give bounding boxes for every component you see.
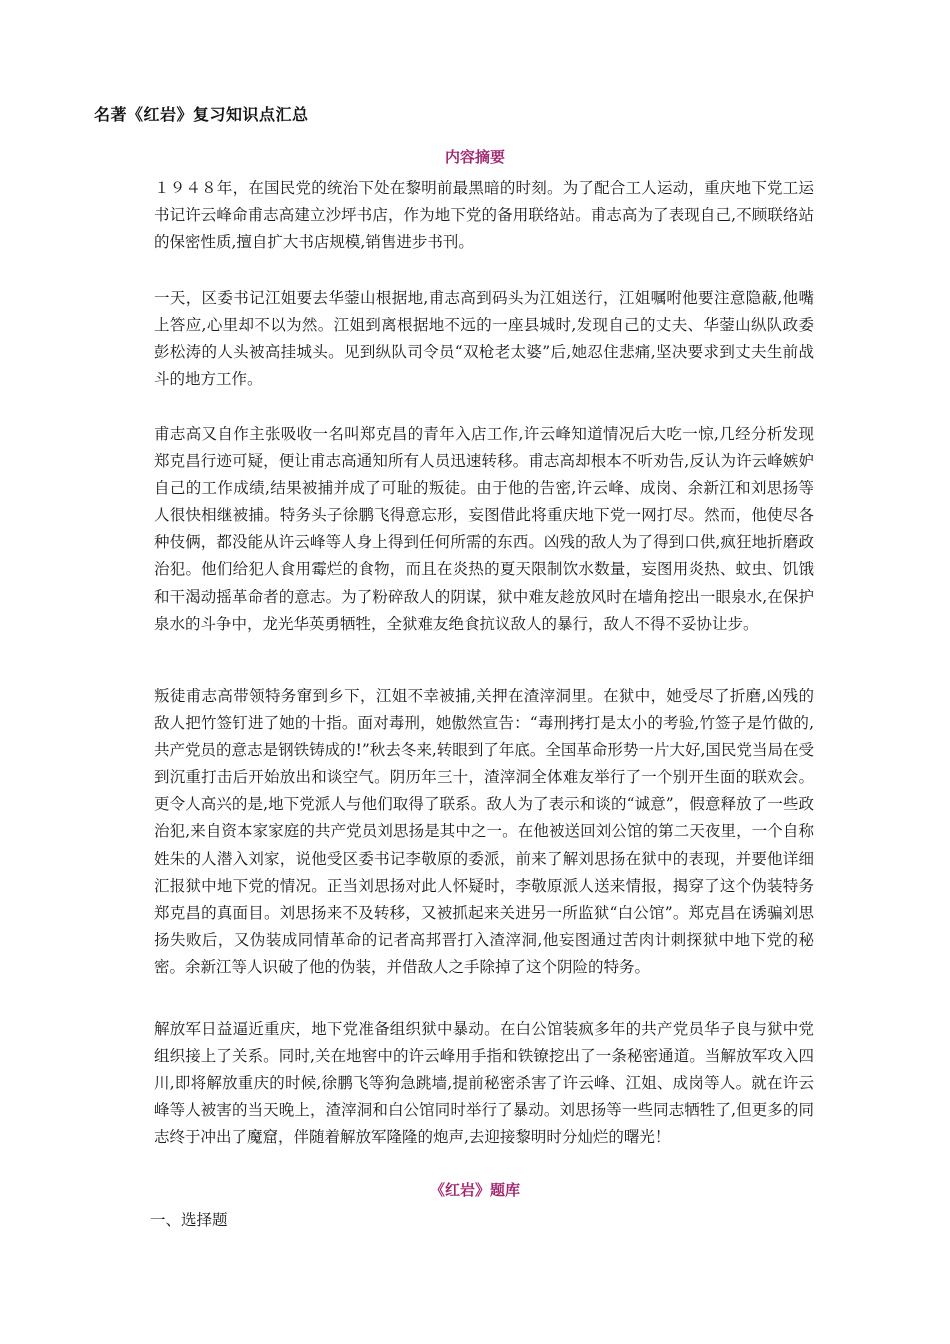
multiple-choice-section-label: 一、选择题 xyxy=(150,1211,228,1229)
summary-paragraph-2: 一天，区委书记江姐要去华蓥山根据地,甫志高到码头为江姐送行，江姐嘱咐他要注意隐蔽,他嘴上答应,心里却不以为然。江姐到离根据地不远的一座县城时,发现自己的丈夫、华蓥山纵队政委彭松涛的人头被高挂城头。见到纵队司令员“双枪老太婆”后,她忍住悲痛,坚决要求到丈夫生前战斗的地方工作。 xyxy=(154,289,814,389)
summary-heading: 内容摘要 xyxy=(444,148,505,166)
document-title: 名著《红岩》复习知识点汇总 xyxy=(94,105,309,124)
summary-paragraph-5: 解放军日益逼近重庆，地下党准备组织狱中暴动。在白公馆装疯多年的共产党员华子良与狱中党组织接上了关系。同时,关在地窖中的许云峰用手指和铁镣挖出了一条秘密通道。当解放军攻入四川,即将解放重庆的时候,徐鹏飞等狗急跳墙,提前秘密杀害了许云峰、江姐、成岗等人。就在许云峰等人被害的当天晚上，渣滓洞和白公馆同时举行了暴动。刘思扬等一些同志牺牲了,但更多的同志终于冲出了魔窟，伴随着解放军隆隆的炮声,去迎接黎明时分灿烂的曙光！ xyxy=(154,1020,814,1147)
summary-paragraph-3: 甫志高又自作主张吸收一名叫郑克昌的青年入店工作,许云峰知道情况后大吃一惊,几经分析发现郑克昌行迹可疑，便让甫志高通知所有人员迅速转移。甫志高却根本不听劝告,反认为许云峰嫉妒自己的工作成绩,结果被捕并成了可耻的叛徒。由于他的告密,许云峰、成岗、余新江和刘思扬等人很快相继被捕。特务头子徐鹏飞得意忘形，妄图借此将重庆地下党一网打尽。然而，他使尽各种伎俩，都没能从许云峰等人身上得到任何所需的东西。凶残的敌人为了得到口供,疯狂地折磨政治犯。他们给犯人食用霉烂的食物，而且在炎热的夏天限制饮水数量，妄图用炎热、蚊虫、饥饿和干渴动摇革命者的意志。为了粉碎敌人的阴谋，狱中难友趁放风时在墙角挖出一眼泉水,在保护泉水的斗争中，龙光华英勇牺牲，全狱难友绝食抗议敌人的暴行，敌人不得不妥协让步。 xyxy=(154,425,814,633)
question-bank-heading: 《红岩》题库 xyxy=(429,1181,520,1199)
summary-paragraph-1: １９４８年，在国民党的统治下处在黎明前最黑暗的时刻。为了配合工人运动，重庆地下党工运书记许云峰命甫志高建立沙坪书店，作为地下党的备用联络站。甫志高为了表现自己,不顾联络站的保密性质,擅自扩大书店规模,销售进步书刊。 xyxy=(154,179,814,252)
summary-paragraph-4: 叛徒甫志高带领特务窜到乡下，江姐不幸被捕,关押在渣滓洞里。在狱中，她受尽了折磨,凶残的敌人把竹签钉进了她的十指。面对毒刑，她傲然宣告：“毒刑拷打是太小的考验,竹签子是竹做的,共产党员的意志是钢铁铸成的!”秋去冬来,转眼到了年底。全国革命形势一片大好,国民党当局在受到沉重打击后开始放出和谈空气。阴历年三十，渣滓洞全体难友举行了一个别开生面的联欢会。更令人高兴的是,地下党派人与他们取得了联系。敌人为了表示和谈的“诚意”，假意释放了一些政治犯,来自资本家家庭的共产党员刘思扬是其中之一。在他被送回刘公馆的第二天夜里，一个自称姓朱的人潜入刘家，说他受区委书记李敬原的委派，前来了解刘思扬在狱中的表现，并要他详细汇报狱中地下党的情况。正当刘思扬对此人怀疑时，李敬原派人送来情报，揭穿了这个伪装特务郑克昌的真面目。刘思扬来不及转移，又被抓起来关进另一所监狱“白公馆”。郑克昌在诱骗刘思扬失败后，又伪装成同情革命的记者高邦晋打入渣滓洞,他妄图通过苦肉计刺探狱中地下党的秘密。余新江等人识破了他的伪装，并借敌人之手除掉了这个阴险的特务。 xyxy=(154,687,814,976)
